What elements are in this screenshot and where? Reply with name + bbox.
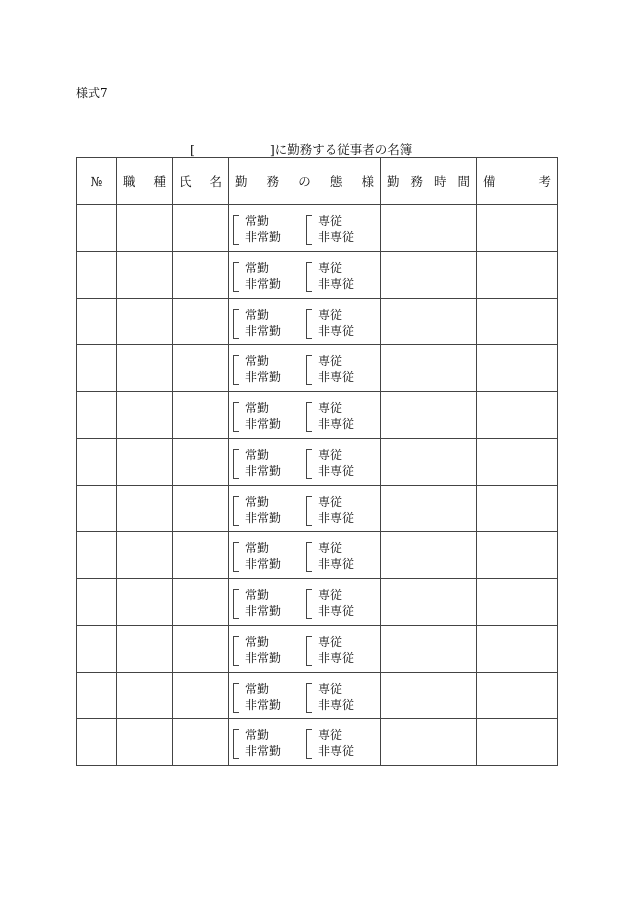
bracket-icon (306, 496, 312, 526)
bracket-icon (306, 636, 312, 666)
table-row (77, 251, 558, 298)
option-non-dedicated: 非専従 (318, 557, 355, 572)
cell-job-type[interactable] (117, 438, 173, 485)
option-parttime: 非常勤 (245, 650, 282, 665)
header-name: 氏名 (173, 158, 229, 205)
cell-remarks[interactable] (477, 298, 558, 345)
cell-no[interactable] (77, 579, 117, 626)
header-employment-mode: 勤務の態様 (229, 158, 381, 205)
dedicated-choice[interactable] (306, 307, 354, 339)
bracket-icon (233, 636, 239, 666)
fulltime-parttime-choice[interactable] (233, 307, 281, 339)
cell-no[interactable] (77, 672, 117, 719)
cell-name[interactable] (173, 251, 229, 298)
bracket-icon (233, 683, 239, 713)
bracket-icon (233, 262, 239, 292)
cell-job-type[interactable] (117, 251, 173, 298)
document-title: [ ]に勤務する従事者の名簿 (190, 142, 413, 157)
cell-no[interactable] (77, 485, 117, 532)
option-non-dedicated: 非専従 (318, 510, 355, 525)
option-parttime: 非常勤 (245, 604, 282, 618)
cell-no[interactable] (77, 719, 117, 766)
cell-remarks[interactable] (477, 392, 558, 439)
option-non-dedicated: 非専従 (318, 463, 355, 478)
option-parttime: 非常勤 (245, 510, 282, 525)
cell-working-hours[interactable] (381, 579, 477, 626)
table-row (77, 438, 558, 485)
table-row (77, 719, 558, 766)
cell-working-hours[interactable] (381, 392, 477, 439)
option-fulltime: 常勤 (245, 401, 270, 415)
cell-employment-mode[interactable] (229, 672, 381, 719)
staff-roster-table (76, 157, 558, 766)
cell-employment-mode[interactable] (229, 532, 381, 579)
dedicated-choice[interactable] (306, 634, 354, 666)
cell-name[interactable] (173, 438, 229, 485)
cell-job-type[interactable] (117, 485, 173, 532)
bracket-icon (306, 589, 312, 619)
cell-job-type[interactable] (117, 672, 173, 719)
fulltime-parttime-choice[interactable] (233, 727, 281, 759)
dedicated-choice[interactable] (306, 727, 354, 759)
option-dedicated: 専従 (318, 354, 343, 369)
table-row (77, 672, 558, 719)
cell-employment-mode[interactable] (229, 251, 381, 298)
cell-no[interactable] (77, 345, 117, 392)
cell-working-hours[interactable] (381, 438, 477, 485)
option-dedicated: 専従 (318, 541, 343, 556)
option-non-dedicated: 非専従 (318, 230, 355, 244)
cell-name[interactable] (173, 205, 229, 252)
option-fulltime: 常勤 (245, 307, 270, 322)
dedicated-choice[interactable] (306, 447, 354, 479)
table-row (77, 532, 558, 579)
bracket-icon (306, 402, 312, 432)
cell-no[interactable] (77, 438, 117, 485)
option-non-dedicated: 非専従 (318, 417, 355, 431)
fulltime-parttime-choice[interactable] (233, 353, 281, 385)
header-job-type: 職種 (117, 158, 173, 205)
bracket-icon (233, 215, 239, 245)
cell-employment-mode[interactable] (229, 298, 381, 345)
option-non-dedicated: 非専従 (318, 650, 355, 665)
cell-working-hours[interactable] (381, 345, 477, 392)
bracket-icon (306, 729, 312, 759)
header-working-hours: 勤務時間 (381, 158, 477, 205)
option-dedicated: 専従 (318, 681, 343, 696)
table-row (77, 205, 558, 252)
bracket-icon (306, 309, 312, 339)
header-no: № (77, 158, 117, 205)
option-non-dedicated: 非専従 (318, 323, 355, 338)
bracket-icon (233, 496, 239, 526)
option-fulltime: 常勤 (245, 354, 270, 369)
cell-no[interactable] (77, 205, 117, 252)
table-row (77, 298, 558, 345)
dedicated-choice[interactable] (306, 540, 354, 572)
option-fulltime: 常勤 (245, 588, 270, 602)
option-parttime: 非常勤 (245, 557, 282, 572)
bracket-icon (233, 449, 239, 479)
cell-job-type[interactable] (117, 205, 173, 252)
cell-remarks[interactable] (477, 532, 558, 579)
cell-working-hours[interactable] (381, 251, 477, 298)
bracket-icon (233, 589, 239, 619)
cell-remarks[interactable] (477, 205, 558, 252)
option-dedicated: 専従 (318, 728, 343, 743)
cell-no[interactable] (77, 251, 117, 298)
option-fulltime: 常勤 (245, 634, 270, 649)
option-non-dedicated: 非専従 (318, 370, 355, 385)
cell-name[interactable] (173, 392, 229, 439)
option-non-dedicated: 非専従 (318, 697, 355, 712)
cell-name[interactable] (173, 672, 229, 719)
bracket-icon (233, 355, 239, 385)
table-row (77, 625, 558, 672)
bracket-icon (306, 215, 312, 245)
cell-name[interactable] (173, 532, 229, 579)
option-parttime: 非常勤 (245, 230, 282, 244)
option-non-dedicated: 非専従 (318, 276, 355, 291)
fulltime-parttime-choice[interactable] (233, 681, 281, 713)
cell-job-type[interactable] (117, 579, 173, 626)
fulltime-parttime-choice[interactable] (233, 494, 281, 526)
bracket-icon (233, 729, 239, 759)
option-dedicated: 専従 (318, 214, 343, 228)
bracket-icon (306, 683, 312, 713)
option-parttime: 非常勤 (245, 323, 282, 338)
header-row (77, 158, 558, 205)
fulltime-parttime-choice[interactable] (233, 587, 281, 619)
cell-job-type[interactable] (117, 532, 173, 579)
option-fulltime: 常勤 (245, 541, 270, 556)
fulltime-parttime-choice[interactable] (233, 540, 281, 572)
cell-name[interactable] (173, 719, 229, 766)
dedicated-choice[interactable] (306, 587, 354, 619)
bracket-icon (233, 402, 239, 432)
option-non-dedicated: 非専従 (318, 744, 355, 759)
cell-working-hours[interactable] (381, 205, 477, 252)
cell-name[interactable] (173, 298, 229, 345)
cell-remarks[interactable] (477, 579, 558, 626)
cell-employment-mode[interactable] (229, 719, 381, 766)
option-parttime: 非常勤 (245, 463, 282, 478)
dedicated-choice[interactable] (306, 400, 354, 432)
cell-no[interactable] (77, 532, 117, 579)
cell-remarks[interactable] (477, 438, 558, 485)
cell-employment-mode[interactable] (229, 579, 381, 626)
option-dedicated: 専従 (318, 588, 343, 602)
option-dedicated: 専従 (318, 447, 343, 462)
cell-remarks[interactable] (477, 719, 558, 766)
option-fulltime: 常勤 (245, 681, 270, 696)
cell-working-hours[interactable] (381, 298, 477, 345)
bracket-icon (306, 449, 312, 479)
cell-employment-mode[interactable] (229, 485, 381, 532)
bracket-icon (306, 262, 312, 292)
option-fulltime: 常勤 (245, 494, 270, 509)
dedicated-choice[interactable] (306, 494, 354, 526)
table-row (77, 392, 558, 439)
cell-working-hours[interactable] (381, 719, 477, 766)
fulltime-parttime-choice[interactable] (233, 213, 281, 245)
option-fulltime: 常勤 (245, 260, 270, 275)
cell-job-type[interactable] (117, 345, 173, 392)
option-parttime: 非常勤 (245, 276, 282, 291)
option-fulltime: 常勤 (245, 728, 270, 743)
cell-employment-mode[interactable] (229, 205, 381, 252)
cell-remarks[interactable] (477, 625, 558, 672)
option-fulltime: 常勤 (245, 447, 270, 462)
table-row (77, 485, 558, 532)
cell-name[interactable] (173, 485, 229, 532)
bracket-icon (233, 309, 239, 339)
table-row (77, 345, 558, 392)
form-number-label: 様式7 (76, 86, 108, 100)
cell-no[interactable] (77, 625, 117, 672)
option-parttime: 非常勤 (245, 744, 282, 759)
cell-employment-mode[interactable] (229, 392, 381, 439)
cell-job-type[interactable] (117, 719, 173, 766)
option-dedicated: 専従 (318, 494, 343, 509)
cell-remarks[interactable] (477, 672, 558, 719)
dedicated-choice[interactable] (306, 681, 354, 713)
cell-employment-mode[interactable] (229, 345, 381, 392)
option-dedicated: 専従 (318, 634, 343, 649)
cell-name[interactable] (173, 579, 229, 626)
fulltime-parttime-choice[interactable] (233, 634, 281, 666)
option-dedicated: 専従 (318, 307, 343, 322)
fulltime-parttime-choice[interactable] (233, 260, 281, 292)
bracket-icon (306, 542, 312, 572)
cell-job-type[interactable] (117, 392, 173, 439)
cell-remarks[interactable] (477, 345, 558, 392)
fulltime-parttime-choice[interactable] (233, 447, 281, 479)
option-dedicated: 専従 (318, 401, 343, 415)
option-parttime: 非常勤 (245, 417, 282, 431)
cell-working-hours[interactable] (381, 625, 477, 672)
cell-working-hours[interactable] (381, 485, 477, 532)
cell-working-hours[interactable] (381, 532, 477, 579)
cell-remarks[interactable] (477, 251, 558, 298)
table-row (77, 579, 558, 626)
option-parttime: 非常勤 (245, 697, 282, 712)
option-dedicated: 専従 (318, 260, 343, 275)
cell-remarks[interactable] (477, 485, 558, 532)
option-parttime: 非常勤 (245, 370, 282, 385)
option-non-dedicated: 非専従 (318, 604, 355, 618)
cell-name[interactable] (173, 625, 229, 672)
cell-job-type[interactable] (117, 625, 173, 672)
cell-no[interactable] (77, 298, 117, 345)
bracket-icon (306, 355, 312, 385)
fulltime-parttime-choice[interactable] (233, 400, 281, 432)
dedicated-choice[interactable] (306, 260, 354, 292)
cell-employment-mode[interactable] (229, 625, 381, 672)
dedicated-choice[interactable] (306, 353, 354, 385)
cell-working-hours[interactable] (381, 672, 477, 719)
option-fulltime: 常勤 (245, 214, 270, 228)
cell-job-type[interactable] (117, 298, 173, 345)
cell-name[interactable] (173, 345, 229, 392)
dedicated-choice[interactable] (306, 213, 354, 245)
bracket-icon (233, 542, 239, 572)
cell-employment-mode[interactable] (229, 438, 381, 485)
cell-no[interactable] (77, 392, 117, 439)
header-remarks: 備考 (477, 158, 558, 205)
